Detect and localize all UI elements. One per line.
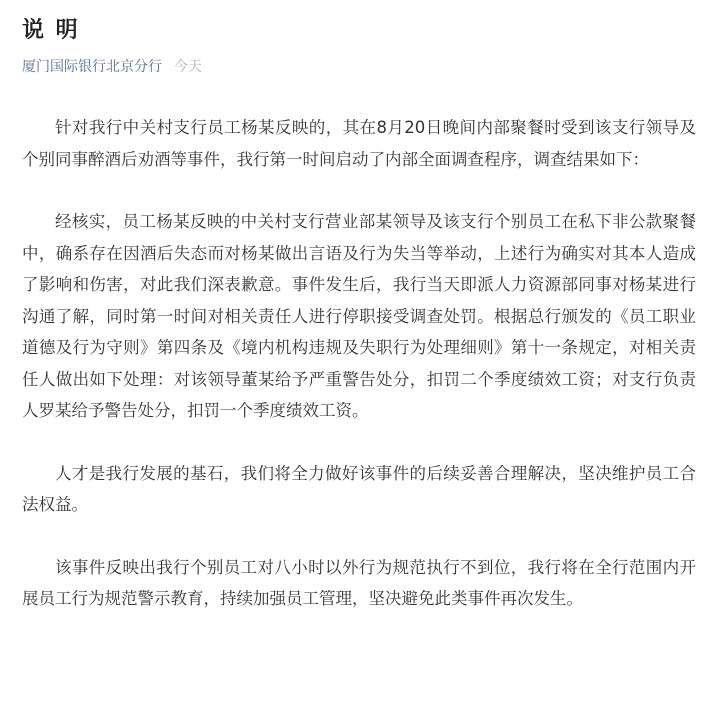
article-paragraph: 该事件反映出我行个别员工对八小时以外行为规范执行不到位，我行将在全行范围内开展员工行为规范警示教育，持续加强员工管理，坚决避免此类事件再次发生。: [22, 557, 696, 608]
article-paragraph: 针对我行中关村支行员工杨某反映的，其在8月20日晚间内部聚餐时受到该支行领导及个别同事醉酒后劝酒等事件，我行第一时间启动了内部全面调查程序，调查结果如下：: [22, 118, 696, 169]
article-meta: [22, 56, 693, 78]
account-name-link[interactable]: 厦门国际银行北京分行: [22, 59, 162, 75]
publish-date: 今天: [174, 59, 202, 75]
article-paragraph: 人才是我行发展的基石，我们将全力做好该事件的后续妥善合理解决，坚决维护员工合法权益。: [22, 463, 696, 514]
article-title: 说 明: [22, 18, 80, 43]
article-paragraph: 经核实，员工杨某反映的中关村支行营业部某领导及该支行个别员工在私下非公款聚餐中，确系存在因酒后失态而对杨某做出言语及行为失当等举动，上述行为确实对其本人造成了影响和伤害，对此我们深表歉意。事件发生后，我行当天即派人力资源部同事对杨某进行沟通了解，同时第一时间对相关责任人进行停职接受调查处罚。根据总行颁发的《员工职业道德及行为守则》第四条及《境内机构违规及失职行为处理细则》第十一条规定，对相关责任人做出如下处理：对该领导董某给予严重警告处分，扣罚二个季度绩效工资；对支行负责人罗某给予警告处分，扣罚一个季度绩效工资。: [22, 212, 696, 420]
article-content: [22, 112, 696, 615]
